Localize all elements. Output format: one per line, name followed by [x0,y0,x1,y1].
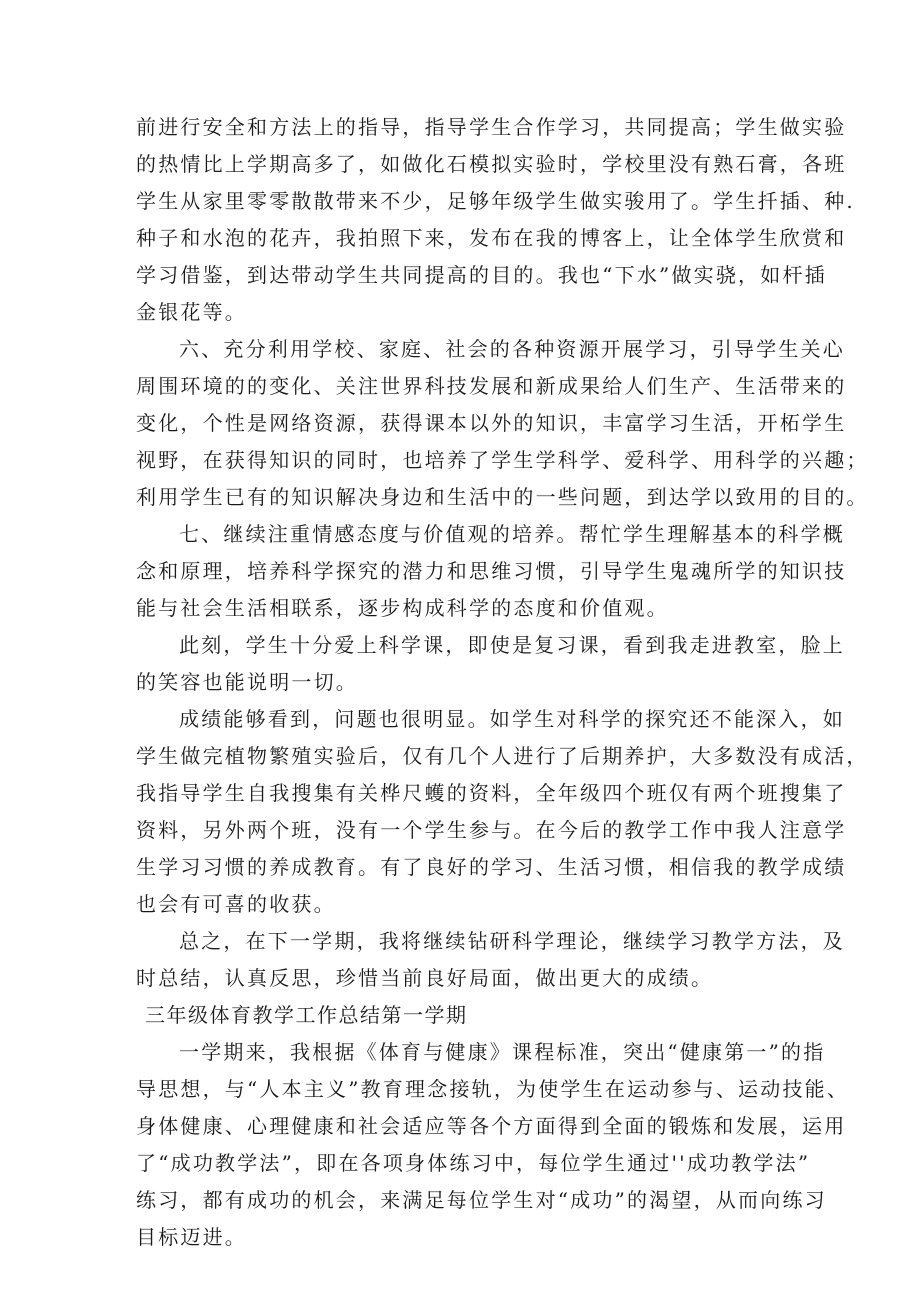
text-line: 的热情比上学期高多了，如做化石模拟实验时，学校里没有熟石膏，各班 [136,152,847,176]
text-line: 视野，在获得知识的同时，也培养了学生学科学、爱科学、用科学的兴趣； [136,448,869,472]
text-line: 周围环境的的变化、关注世界科技发展和新成果给人们生产、生活带来的 [136,374,847,398]
text-line: 我指导学生自我搜集有关桦尺蠖的资料，全年级四个班仅有两个班搜集了 [136,781,847,805]
text-line: 的笑容也能说明一切。 [136,670,358,694]
text-line: 变化，个性是网络资源，获得课本以外的知识，丰富学习生活，开柘学生 [136,411,847,435]
text-line: 前进行安全和方法上的指导，指导学生合作学习，共同提高；学生做实验 [136,115,847,139]
text-line: 目标迈进。 [136,1225,247,1249]
text-line: 学生做完植物繁殖实验后，仅有几个人进行了后期养护，大多数没有成活， [136,744,869,768]
section-heading: 三年级体育教学工作总结第一学期 [145,1003,468,1027]
text-line: 练习，都有成功的机会，来满足每位学生对“成功”的渴望，从而向练习 [136,1188,827,1212]
paragraph-first-line: 一学期来，我根据《体育与健康》课程标准，突出“健康第一”的指 [179,1040,826,1064]
text-line: 能与社会生活相联系，逐步构成科学的态度和价值观。 [136,596,669,620]
paragraph-first-line: 此刻，学生十分爱上科学课，即使是复习课，看到我走进教室，脸上 [179,633,845,657]
text-line: 时总结，认真反思，珍惜当前良好局面，做出更大的成绩。 [136,966,714,990]
text-line: 金银花等。 [136,300,247,324]
text-line: 学习借鉴，到达带动学生共同提高的目的。我也“下水”做实骁，如杆插 [136,263,827,287]
text-line: 也会有可喜的收获。 [136,892,336,916]
text-line: 身体健康、心理健康和社会适应等各个方面得到全面的锻炼和发展，运用 [136,1114,847,1138]
text-line: 念和原理，培养科学探究的潜力和思维习惯，引导学生鬼魂所学的知识技 [136,559,847,583]
paragraph-first-line: 总之，在下一学期，我将继续钻研科学理论，继续学习教学方法，及 [179,929,845,953]
text-line: 导思想，与“人本主义”教育理念接轨，为使学生在运动参与、运动技能、 [136,1077,850,1101]
text-line: 资料，另外两个班，没有一个学生参与。在今后的教学工作中我人注意学 [136,818,847,842]
text-line: 利用学生已有的知识解决身边和生活中的一些问题，到达学以致用的目的。 [136,485,869,509]
text-line: 了“成功教学法”，即在各项身体练习中，每位学生通过''成功教学法” [136,1151,811,1175]
paragraph-first-line: 七、继续注重情感态度与价值观的培养。帮忙学生理解基本的科学概 [179,522,845,546]
paragraph-first-line: 成绩能够看到，问题也很明显。如学生对科学的探究还不能深入，如 [179,707,845,731]
text-line: 学生从家里零零散散带来不少，足够年级学生做实骏用了。学生扦插、种. [136,189,855,213]
text-line: 种子和水泡的花卉，我拍照下来，发布在我的博客上，让全体学生欣赏和 [136,226,847,250]
paragraph-first-line: 六、充分利用学校、家庭、社会的各种资源开展学习，引导学生关心 [179,337,845,361]
text-line: 生学习习惯的养成教育。有了良好的学习、生活习惯，相信我的教学成绩 [136,855,847,879]
